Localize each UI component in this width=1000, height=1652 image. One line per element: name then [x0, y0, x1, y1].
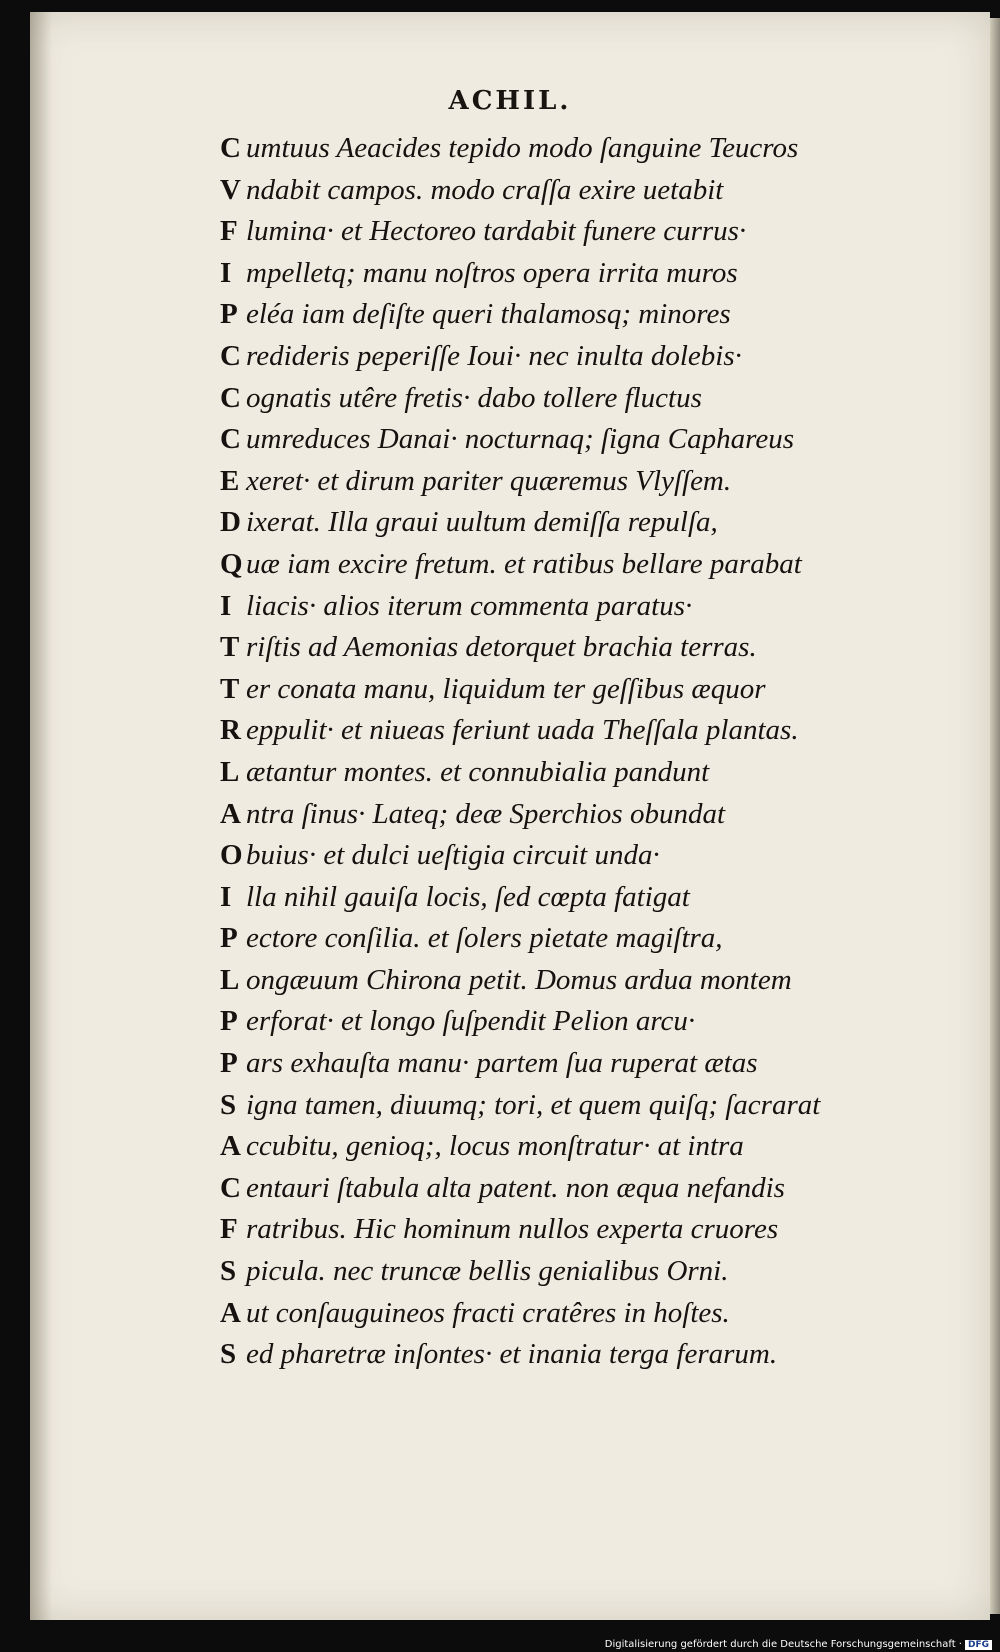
verse-text: ut conſauguineos fracti cratêres in hoſtes. — [246, 1296, 730, 1329]
verse-line — [220, 170, 980, 212]
verse-initial: C — [220, 381, 241, 414]
verse-text: ed pharetræ inſontes· et inania terga ferarum. — [246, 1338, 778, 1371]
verse-initial: S — [220, 1338, 237, 1371]
verse-text: ntra ſinus· Lateq; deæ Sperchios obundat — [246, 797, 726, 830]
verse-line — [220, 627, 980, 669]
verse-initial: L — [220, 963, 240, 996]
credit-text: Digitalisierung gefördert durch die Deutsche Forschungsgemeinschaft · — [604, 1639, 962, 1650]
verse-text: lumina· et Hectoreo tardabit funere currus· — [246, 215, 747, 248]
verse-line — [220, 877, 980, 919]
verse-text: ongæuum Chirona petit. Domus ardua montem — [246, 963, 792, 996]
verse-line — [220, 1334, 980, 1376]
verse-initial: Q — [220, 547, 243, 580]
verse-line — [220, 253, 980, 295]
verse-text: xeret· et dirum pariter quæremus Vlyſſem. — [246, 464, 732, 497]
verse-line — [220, 211, 980, 253]
verse-text: erforat· et longo ſuſpendit Pelion arcu· — [246, 1005, 696, 1038]
verse-line — [220, 378, 980, 420]
verse-line — [220, 1251, 980, 1293]
verse-line — [220, 336, 980, 378]
verse-initial: A — [220, 1130, 241, 1163]
verse-text: picula. nec truncæ bellis genialibus Orni. — [246, 1255, 729, 1288]
verse-initial: D — [220, 506, 241, 539]
verse-line — [220, 918, 980, 960]
verse-line — [220, 128, 980, 170]
verse-line — [220, 710, 980, 752]
verse-initial: I — [220, 589, 232, 622]
verse-initial: F — [220, 1213, 238, 1246]
verse-line — [220, 1043, 980, 1085]
book-page — [30, 12, 990, 1620]
verse-text: ætantur montes. et connubialia pandunt — [246, 755, 710, 788]
verse-line — [220, 835, 980, 877]
verse-initial: O — [220, 839, 243, 872]
verse-text: umtuus Aeacides tepido modo ſanguine Teucros — [246, 132, 799, 164]
verse-text: ars exhauſta manu· partem ſua ruperat ætas — [246, 1047, 758, 1080]
verse-line — [220, 960, 980, 1002]
verse-block — [220, 128, 980, 1376]
verse-initial: C — [220, 132, 241, 164]
verse-line — [220, 1209, 980, 1251]
verse-text: eppulit· et niueas feriunt uada Theſſala plantas. — [246, 714, 799, 747]
verse-line — [220, 502, 980, 544]
verse-text: ectore conſilia. et ſolers pietate magiſtra, — [246, 922, 723, 955]
verse-line — [220, 752, 980, 794]
verse-text: uæ iam excire fretum. et ratibus bellare parabat — [246, 547, 802, 580]
verse-initial: C — [220, 423, 241, 456]
verse-text: ognatis utêre fretis· dabo tollere fluctus — [246, 381, 702, 414]
verse-line — [220, 1293, 980, 1335]
verse-initial: E — [220, 464, 240, 497]
verse-text: lla nihil gauiſa locis, ſed cœpta fatigat — [246, 880, 690, 913]
verse-line — [220, 1001, 980, 1043]
verse-initial: P — [220, 1047, 238, 1080]
digitization-credit — [605, 1639, 992, 1650]
verse-initial: T — [220, 631, 240, 664]
verse-text: riſtis ad Aemonias detorquet brachia terras. — [246, 631, 757, 664]
verse-text: igna tamen, diuumq; tori, et quem quiſq; ſacrarat — [246, 1088, 821, 1121]
verse-text: entauri ſtabula alta patent. non æqua nefandis — [246, 1171, 785, 1204]
verse-line — [220, 794, 980, 836]
verse-initial: S — [220, 1088, 237, 1121]
running-header: ACHIL. — [448, 86, 572, 116]
verse-initial: L — [220, 755, 240, 788]
verse-line — [220, 1168, 980, 1210]
verse-text: mpelletq; manu noſtros opera irrita muros — [246, 256, 738, 289]
verse-initial: P — [220, 298, 238, 331]
verse-initial: P — [220, 922, 238, 955]
verse-initial: F — [220, 215, 238, 248]
verse-line — [220, 669, 980, 711]
verse-line — [220, 544, 980, 586]
verse-text: eléa iam deſiſte queri thalamosq; minores — [246, 298, 731, 331]
page-spine-shadow — [30, 12, 52, 1620]
verse-initial: P — [220, 1005, 238, 1038]
verse-text: buius· et dulci ueſtigia circuit unda· — [246, 839, 660, 872]
verse-initial: C — [220, 1171, 241, 1204]
verse-text: umreduces Danai· nocturnaq; ſigna Caphareus — [246, 423, 794, 456]
verse-initial: A — [220, 797, 241, 830]
verse-line — [220, 1126, 980, 1168]
verse-initial: S — [220, 1255, 237, 1288]
verse-line — [220, 586, 980, 628]
dfg-logo: DFG — [965, 1640, 992, 1650]
verse-initial: I — [220, 880, 232, 913]
verse-text: redideris peperiſſe Ioui· nec inulta dolebis· — [246, 339, 742, 372]
verse-initial: T — [220, 672, 240, 705]
verse-text: ndabit campos. modo craſſa exire uetabit — [246, 173, 724, 206]
page-edge — [990, 18, 1000, 1614]
verse-initial: I — [220, 256, 232, 289]
verse-text: ccubitu, genioq;, locus monſtratur· at intra — [246, 1130, 744, 1163]
verse-initial: C — [220, 339, 241, 372]
verse-text: ratribus. Hic hominum nullos experta cruores — [246, 1213, 779, 1246]
verse-initial: A — [220, 1296, 241, 1329]
verse-line — [220, 1085, 980, 1127]
verse-line — [220, 294, 980, 336]
verse-text: er conata manu, liquidum ter geſſibus æquor — [246, 672, 766, 705]
verse-initial: R — [220, 714, 241, 747]
verse-text: ixerat. Illa graui uultum demiſſa repulſa, — [246, 506, 718, 539]
verse-initial: V — [220, 173, 241, 206]
verse-line — [220, 419, 980, 461]
verse-line — [220, 461, 980, 503]
verse-text: liacis· alios iterum commenta paratus· — [246, 589, 693, 622]
